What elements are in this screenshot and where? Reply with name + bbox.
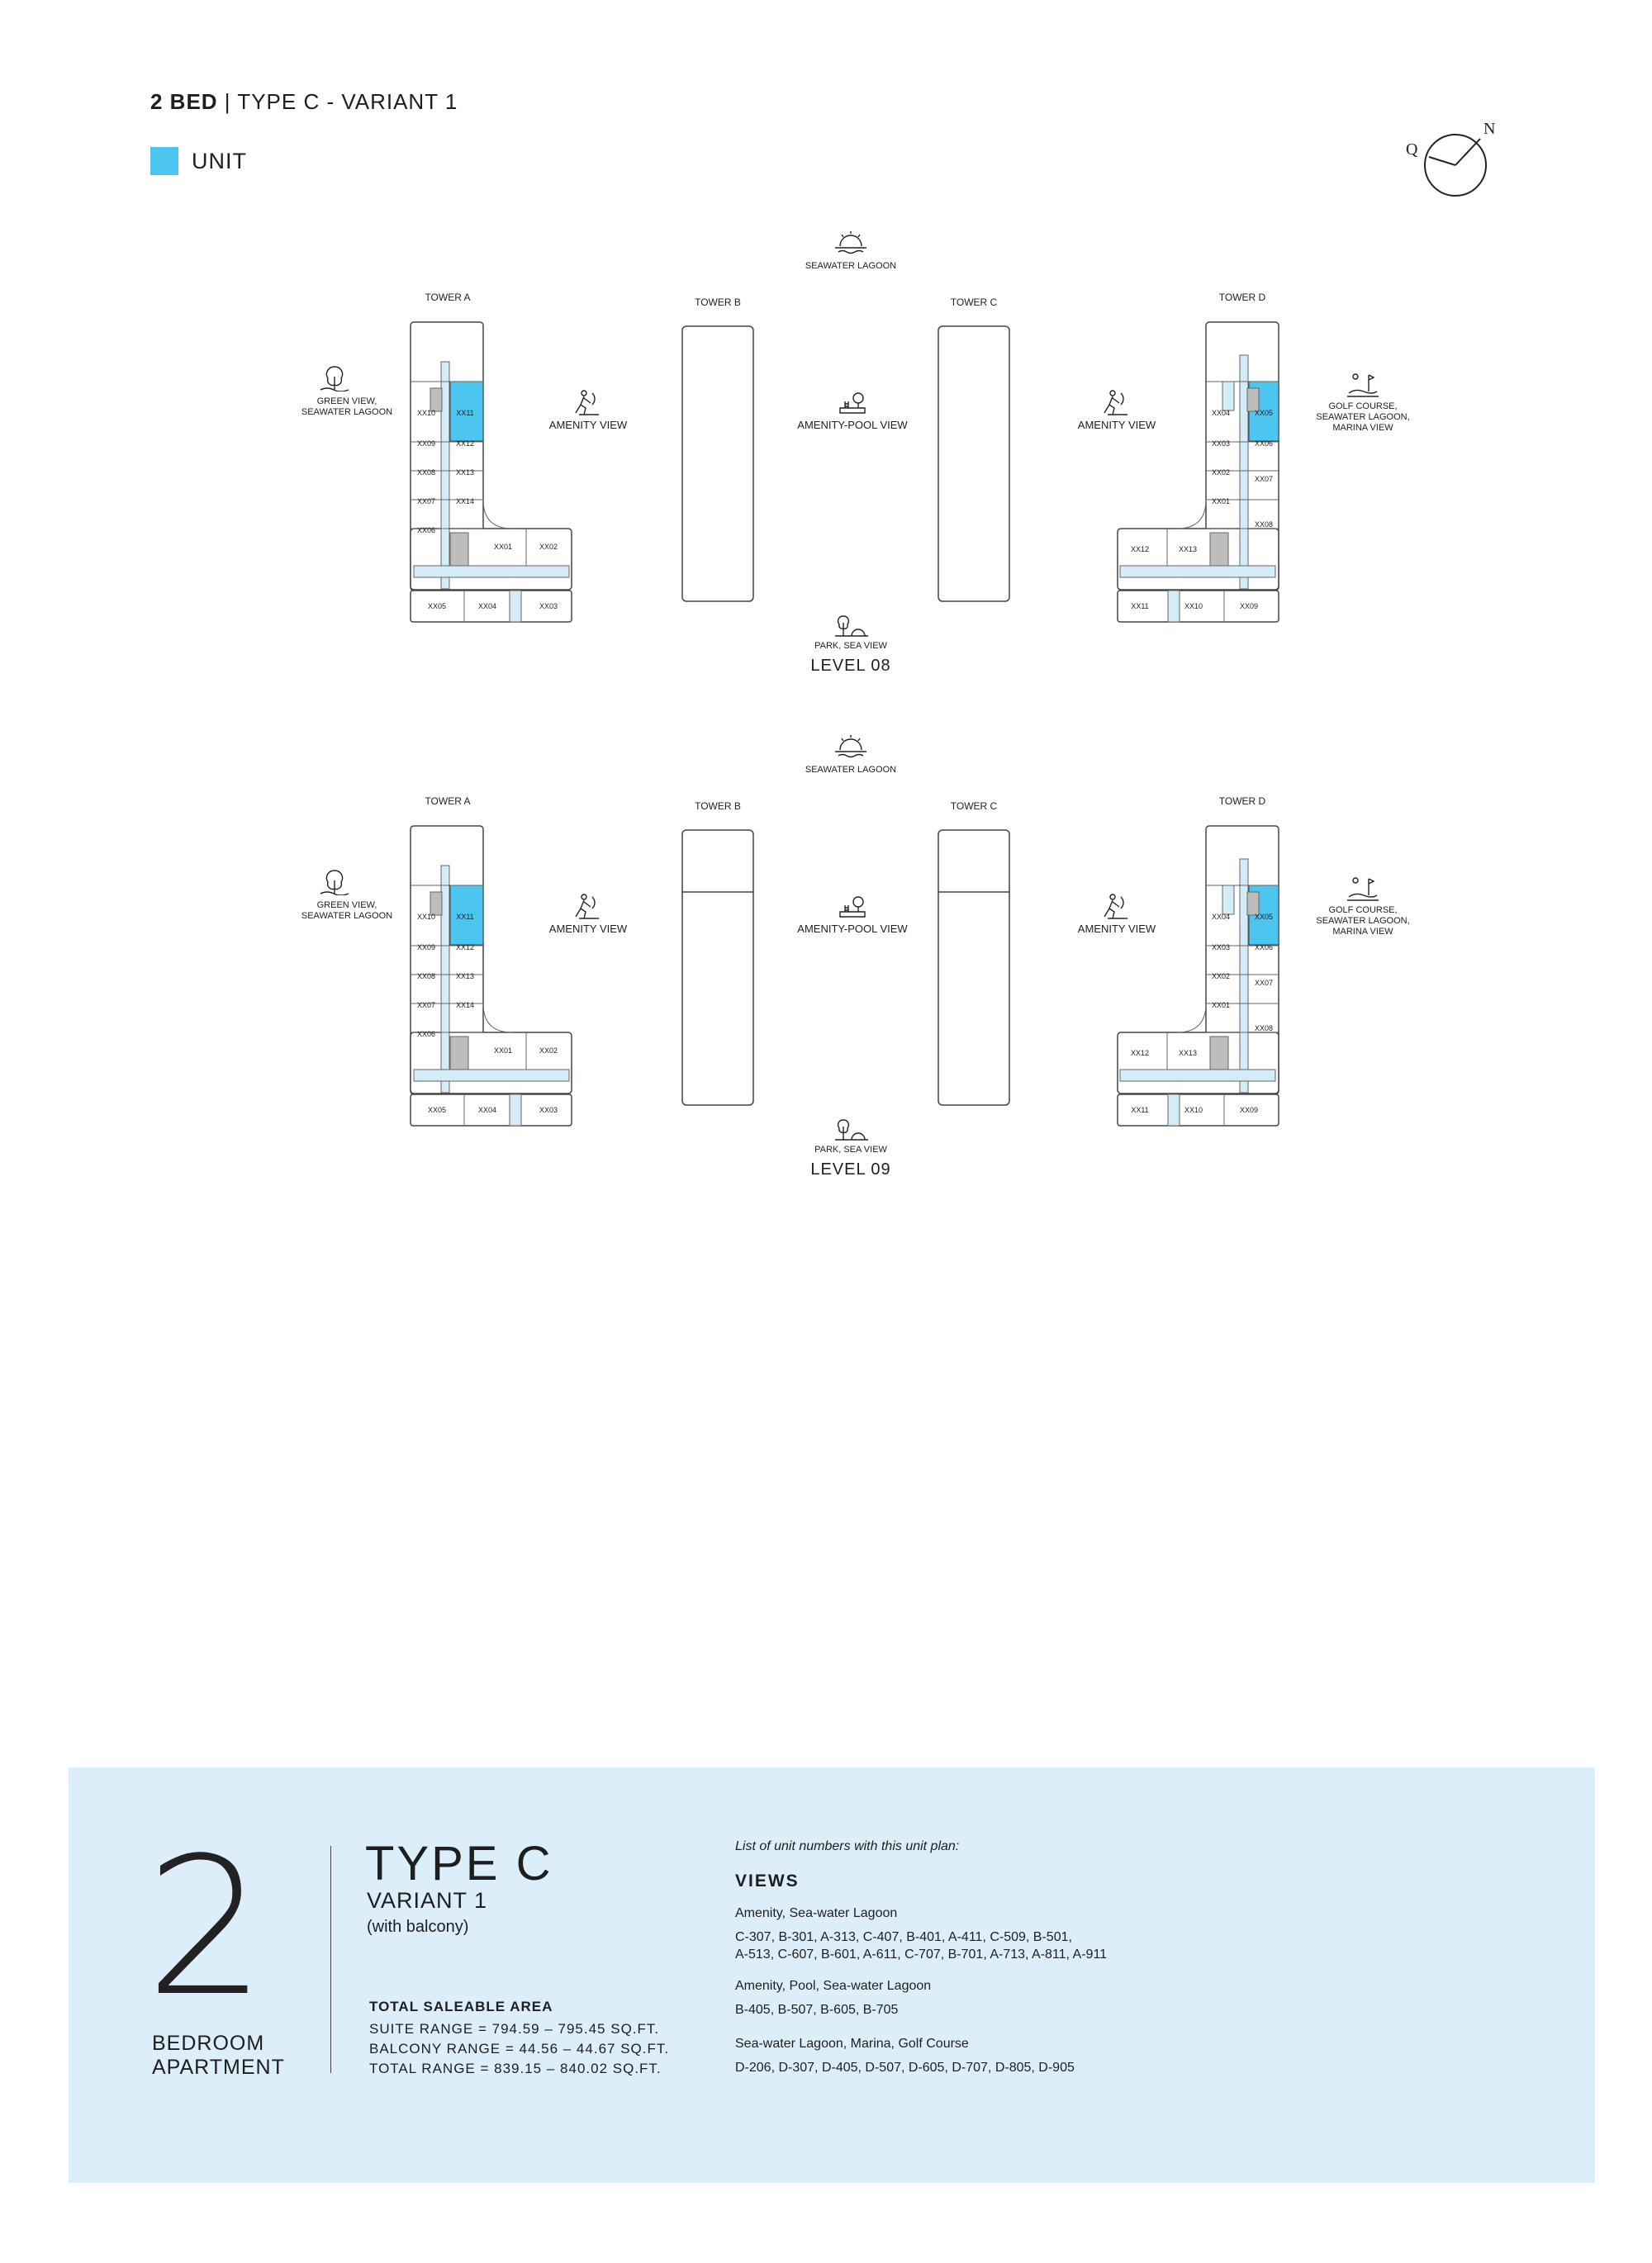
view-label-line: GREEN VIEW,: [316, 900, 377, 910]
amenity-icon: [1096, 388, 1134, 416]
unit-label: XX04: [1211, 913, 1231, 921]
type-title: TYPE C: [365, 1837, 553, 1891]
compass-icon: [1388, 116, 1512, 206]
unit-label: XX09: [416, 439, 436, 448]
summary-panel: [69, 1767, 1595, 2183]
unit-label: XX09: [416, 943, 436, 951]
unit-label: XX06: [1254, 943, 1274, 951]
view-label-line: SEAWATER LAGOON: [301, 911, 393, 921]
unit-label: XX12: [1130, 545, 1150, 553]
unit-label: XX04: [1211, 409, 1231, 417]
unit-label: XX06: [1254, 439, 1274, 448]
bedroom-count: 2: [145, 1818, 267, 2038]
unit-label: XX14: [455, 497, 475, 505]
tower-c-label: TOWER C: [950, 800, 998, 812]
view-label-line: SEAWATER LAGOON: [301, 407, 393, 417]
unit-label: XX02: [1211, 468, 1231, 477]
variant-title: VARIANT 1: [367, 1888, 488, 1913]
bedroom-label-line1: BEDROOM: [152, 2032, 265, 2055]
view-label-line: GOLF COURSE,: [1328, 905, 1398, 915]
unit-label: XX13: [455, 468, 475, 477]
view-group-name: Sea-water Lagoon, Marina, Golf Course: [735, 2037, 969, 2051]
unit-label: XX12: [1130, 1049, 1150, 1057]
unit-label: XX08: [1254, 520, 1274, 529]
amenity-view-label: AMENITY VIEW: [1077, 923, 1156, 935]
summary-divider: [330, 1846, 331, 2073]
unit-label: XX11: [456, 913, 474, 921]
page-title-rest: | TYPE C - VARIANT 1: [217, 89, 458, 114]
tower-b-label: TOWER B: [695, 297, 741, 308]
page-title: [150, 89, 458, 115]
unit-label: XX13: [455, 972, 475, 980]
view-group-units-line: B-405, B-507, B-605, B-705: [735, 2003, 899, 2017]
unit-label: XX01: [1211, 1001, 1231, 1009]
level-label: LEVEL 08: [810, 657, 891, 675]
unit-label: XX10: [1184, 1106, 1203, 1114]
tower-a-label: TOWER A: [425, 795, 471, 807]
unit-label: XX10: [416, 409, 436, 417]
view-label-line: MARINA VIEW: [1332, 423, 1393, 433]
tree-icon: [316, 867, 354, 895]
unit-label: XX07: [416, 497, 436, 505]
top-view-label: SEAWATER LAGOON: [805, 765, 897, 775]
view-group-units: [735, 1929, 1247, 1963]
unit-label: XX11: [1131, 602, 1149, 610]
unit-label: XX09: [1239, 1106, 1259, 1114]
tree-icon: [316, 363, 354, 391]
unit-label: XX09: [1239, 602, 1259, 610]
unit-label: XX10: [1184, 602, 1203, 610]
views-heading: VIEWS: [735, 1872, 800, 1891]
unit-label: XX11: [456, 409, 474, 417]
level-label: LEVEL 09: [810, 1160, 891, 1179]
bedroom-label-line2: APARTMENT: [152, 2056, 285, 2079]
unit-label: XX02: [1211, 972, 1231, 980]
unit-label: XX08: [416, 468, 436, 477]
compass-q-letter: Q: [1406, 140, 1418, 159]
unit-label: XX05: [1254, 409, 1274, 417]
unit-label: XX14: [455, 1001, 475, 1009]
unit-label: XX07: [1254, 475, 1274, 483]
golf-icon: [1344, 370, 1382, 398]
view-group-name: Amenity, Pool, Sea-water Lagoon: [735, 1979, 932, 1993]
unit-label: XX10: [416, 913, 436, 921]
compass-n-letter: N: [1483, 120, 1496, 138]
view-label-line: GOLF COURSE,: [1328, 401, 1398, 411]
balcony-range: BALCONY RANGE = 44.56 – 44.67 SQ.FT.: [369, 2041, 670, 2057]
bottom-view-label: PARK, SEA VIEW: [814, 1145, 887, 1155]
unit-label: XX05: [1254, 913, 1274, 921]
unit-label: XX05: [427, 602, 447, 610]
view-group-units: [735, 2059, 1247, 2076]
unit-label: XX01: [493, 1046, 513, 1055]
unit-list-note: List of unit numbers with this unit plan:: [735, 1839, 960, 1853]
balcony-note: (with balcony): [367, 1918, 469, 1936]
top-view-label: SEAWATER LAGOON: [805, 261, 897, 271]
tower-d-label: TOWER D: [1218, 795, 1266, 807]
suite-range: SUITE RANGE = 794.59 – 795.45 SQ.FT.: [369, 2021, 660, 2037]
unit-label: XX04: [477, 602, 497, 610]
total-range: TOTAL RANGE = 839.15 – 840.02 SQ.FT.: [369, 2061, 662, 2076]
unit-label: XX02: [539, 1046, 558, 1055]
unit-label: XX03: [1211, 943, 1231, 951]
amenity-view-label: AMENITY VIEW: [548, 923, 628, 935]
tower-b-label: TOWER B: [695, 800, 741, 812]
legend-unit-swatch: [150, 147, 178, 175]
tower-a-label: TOWER A: [425, 292, 471, 303]
tower-c-label: TOWER C: [950, 297, 998, 308]
lagoon-icon: [832, 733, 870, 761]
amenity-icon: [567, 892, 605, 920]
view-group-units-line: A-513, C-607, B-601, A-611, C-707, B-701, A-713, A-811, A-911: [735, 1948, 1108, 1962]
unit-label: XX08: [416, 972, 436, 980]
unit-label: XX06: [416, 526, 436, 534]
amenity-view-label: AMENITY VIEW: [1077, 419, 1156, 431]
unit-label: XX04: [477, 1106, 497, 1114]
unit-label: XX01: [1211, 497, 1231, 505]
unit-label: XX05: [427, 1106, 447, 1114]
unit-label: XX13: [1178, 1049, 1198, 1057]
area-heading: TOTAL SALEABLE AREA: [369, 1999, 553, 2014]
unit-label: XX03: [1211, 439, 1231, 448]
view-label-line: MARINA VIEW: [1332, 927, 1393, 937]
view-label-line: GREEN VIEW,: [316, 396, 377, 406]
view-group-units: [735, 2001, 1247, 2019]
bottom-view-label: PARK, SEA VIEW: [814, 641, 887, 651]
unit-label: XX06: [416, 1030, 436, 1038]
amenity-icon: [567, 388, 605, 416]
unit-label: XX11: [1131, 1106, 1149, 1114]
view-group-units-line: C-307, B-301, A-313, C-407, B-401, A-411, C-509, B-501,: [735, 1930, 1072, 1944]
unit-label: XX01: [493, 543, 513, 551]
unit-label: XX13: [1178, 545, 1198, 553]
amenity-pool-view-label: AMENITY-POOL VIEW: [797, 923, 908, 935]
unit-label: XX12: [455, 439, 475, 448]
pool-icon: [833, 892, 871, 920]
unit-label: XX03: [539, 602, 558, 610]
unit-label: XX02: [539, 543, 558, 551]
unit-label: XX07: [1254, 979, 1274, 987]
amenity-view-label: AMENITY VIEW: [548, 419, 628, 431]
view-label-line: SEAWATER LAGOON,: [1316, 412, 1410, 422]
view-group-name: Amenity, Sea-water Lagoon: [735, 1906, 898, 1920]
unit-label: XX03: [539, 1106, 558, 1114]
park-icon: [832, 611, 870, 639]
lagoon-icon: [832, 230, 870, 258]
golf-icon: [1344, 874, 1382, 902]
amenity-pool-view-label: AMENITY-POOL VIEW: [797, 419, 908, 431]
unit-label: XX08: [1254, 1024, 1274, 1032]
view-label-line: SEAWATER LAGOON,: [1316, 916, 1410, 926]
tower-d-label: TOWER D: [1218, 292, 1266, 303]
view-group-units-line: D-206, D-307, D-405, D-507, D-605, D-707, D-805, D-905: [735, 2061, 1075, 2075]
page-title-bold: 2 BED: [150, 89, 218, 114]
level-09-plan: [0, 727, 1652, 1222]
pool-icon: [833, 388, 871, 416]
level-08-plan: [0, 223, 1652, 719]
bedroom-label: [152, 2032, 285, 2080]
unit-label: XX12: [455, 943, 475, 951]
park-icon: [832, 1115, 870, 1143]
unit-label: XX07: [416, 1001, 436, 1009]
amenity-icon: [1096, 892, 1134, 920]
legend-unit-label: UNIT: [192, 149, 247, 173]
